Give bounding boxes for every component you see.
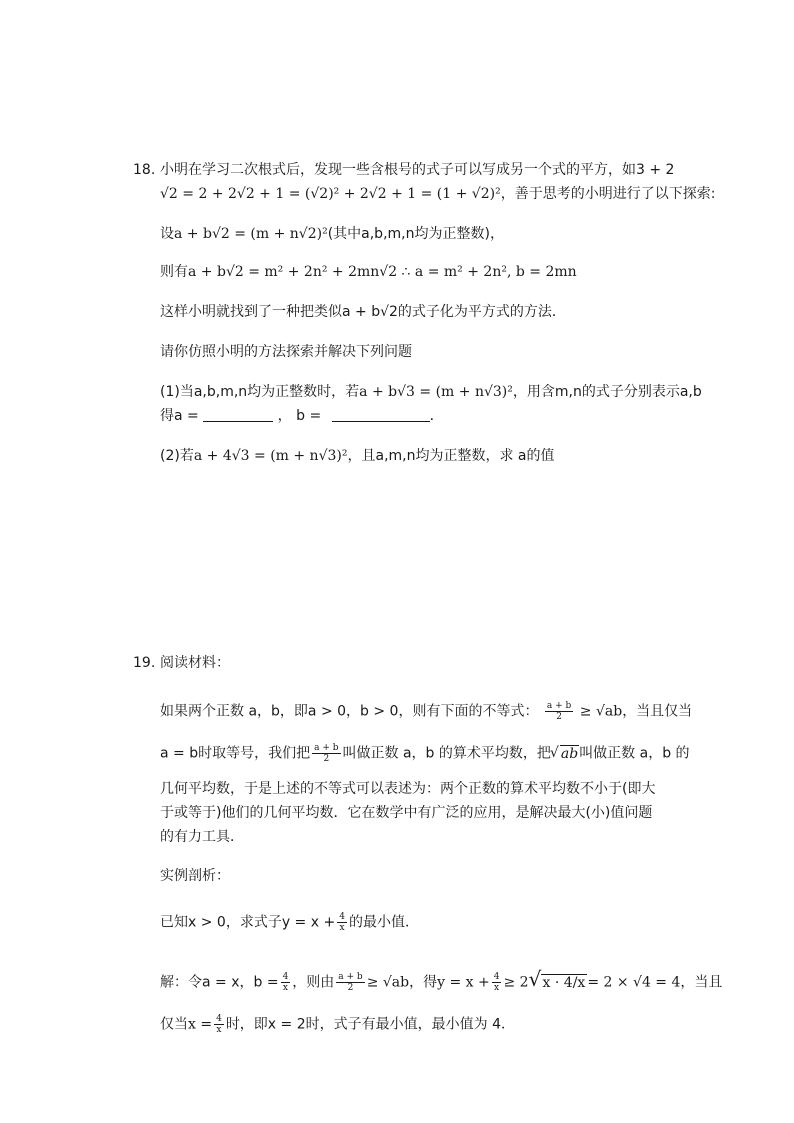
q18-part-1-prefix: (1)当a,b,m,n均为正整数时，若	[160, 384, 360, 400]
q19-paragraph-3: 几何平均数，于是上述的不等式可以表述为：两个正数的算术平均数不小于(即大	[160, 781, 656, 797]
q19-title: 阅读材料：	[160, 655, 230, 671]
fraction-numerator: a + b	[546, 701, 572, 711]
q18-line-5: 这样小明就找到了一种把类似a + b√2的式子化为平方式的方法．	[160, 304, 566, 320]
q19-p2-b: 叫做正数 a，b 的算术平均数，把	[342, 745, 551, 762]
q18-part-1-answer-line	[160, 406, 444, 426]
q19-p2-fraction	[312, 743, 340, 764]
q19-sol2-a: 仅当x =	[160, 1016, 213, 1033]
q19-sol-fraction-4x	[492, 972, 502, 993]
q19-paragraph-2	[160, 743, 690, 764]
q18-line-4	[160, 262, 577, 282]
big-sqrt	[529, 973, 588, 993]
q19-p1-a: 如果两个正数 a，b，即a > 0，b > 0，则有下面的不等式：	[160, 703, 539, 720]
q18-line-2-text: ，善于思考的小明进行了以下探索:	[500, 186, 716, 202]
sqrt-ab	[551, 744, 579, 764]
fraction-numerator: 4	[282, 972, 289, 982]
q18-part-2-math: a + 4√3 = (m + n√3)²	[193, 448, 348, 464]
fraction-numerator: 4	[216, 1014, 222, 1024]
q19-sol2-fraction	[214, 1014, 224, 1035]
q19-paragraph-1	[160, 701, 692, 722]
q19-p2-a: a = b时取等号，我们把	[160, 745, 311, 762]
q19-ex-b: 的最小值．	[348, 914, 419, 931]
fraction-denominator: 2	[323, 754, 330, 764]
fraction-denominator: x	[282, 983, 288, 993]
fraction-denominator: 2	[347, 983, 354, 993]
q18-line-4-math: a + b√2 = m² + 2n² + 2mn√2 ∴ a = m² + 2n², b = 2mn	[188, 264, 577, 280]
q18-line-3	[160, 224, 504, 244]
question-19-number: 19.	[133, 655, 156, 671]
answer-blank-b[interactable]	[332, 407, 430, 422]
q18-line-3-prefix: 设	[160, 226, 174, 242]
fraction-numerator: a + b	[314, 743, 339, 753]
q18-part-1	[160, 382, 702, 402]
q18-part-2	[160, 446, 555, 466]
q19-solution-line-1	[160, 972, 722, 993]
fraction-denominator: x	[339, 923, 345, 933]
q18-line-3-math: a + b√2 = (m + n√2)²	[174, 226, 328, 242]
answer-blank-a[interactable]	[203, 407, 273, 422]
q18-line-3-suffix: (其中a,b,m,n均为正整数)，	[327, 226, 504, 242]
q19-example	[160, 912, 419, 933]
q19-p1-b: ，当且仅当	[622, 703, 693, 720]
q19-sol-fraction-mean	[336, 972, 364, 993]
fraction-numerator: 4	[339, 912, 345, 922]
q19-sol-e: = 2 × √4 = 4，当且	[587, 974, 723, 991]
q19-sol-d: ≥ 2	[503, 974, 529, 991]
q18-part-1-math: a + b√3 = (m + n√3)²	[359, 384, 513, 400]
q19-sol-b: ，则由	[292, 974, 335, 991]
fraction-denominator: x	[494, 983, 500, 993]
q19-ex-fraction	[337, 912, 347, 933]
q19-p2-c: 叫做正数 a，b 的	[579, 745, 690, 762]
q19-ex-a: 已知x > 0，求式子y = x +	[160, 914, 336, 931]
q18-line-2	[160, 184, 715, 204]
q19-paragraph-5: 的有力工具．	[160, 829, 244, 845]
q18-line-2-math: √2 = 2 + 2√2 + 1 = (√2)² + 2√2 + 1 = (1 + √2)²	[160, 186, 501, 202]
q18-line-4-prefix: 则有	[160, 264, 188, 280]
q19-sol2-b: 时，即x = 2时，式子有最小值，最小值为 4．	[225, 1016, 515, 1033]
fraction-numerator: a + b	[338, 972, 363, 982]
q19-example-title: 实例剖析：	[160, 868, 230, 884]
q18-part-1-a-label: 得a =	[160, 408, 199, 424]
q19-sol-fraction-b	[281, 972, 291, 993]
q18-part-2-suffix: ，且a,m,n均为正整数，求 a的值	[347, 448, 555, 464]
q18-line-6: 请你仿照小明的方法探索并解决下列问题	[160, 344, 412, 360]
q19-paragraph-4: 于或等于)他们的几何平均数．它在数学中有广泛的应用，是解决最大(小)值问题	[160, 805, 653, 821]
big-sqrt-radicand: x · 4/x	[542, 974, 586, 991]
q18-line-1: 小明在学习二次根式后，发现一些含根号的式子可以写成另一个式的平方，如3 + 2	[160, 162, 675, 178]
q19-p1-fraction	[545, 701, 573, 722]
q19-sol-a: 解：令a = x，b =	[160, 974, 279, 991]
fraction-numerator: 4	[493, 972, 500, 982]
fraction-denominator: 2	[556, 712, 562, 722]
question-18-number: 18.	[133, 162, 156, 178]
q19-sol-c: ≥ √ab，得y = x +	[366, 974, 490, 991]
q18-part-1-b-label: ， b =	[277, 408, 322, 424]
sqrt-radicand: ab	[560, 745, 579, 762]
q19-solution-line-2	[160, 1014, 515, 1035]
fraction-denominator: x	[216, 1025, 222, 1035]
q18-part-1-end: ．	[429, 408, 444, 424]
q18-part-1-suffix: ，用含m,n的式子分别表示a,b	[512, 384, 702, 400]
q19-p1-math: ≥ √ab	[579, 703, 623, 720]
q18-part-2-prefix: (2)若	[160, 448, 194, 464]
